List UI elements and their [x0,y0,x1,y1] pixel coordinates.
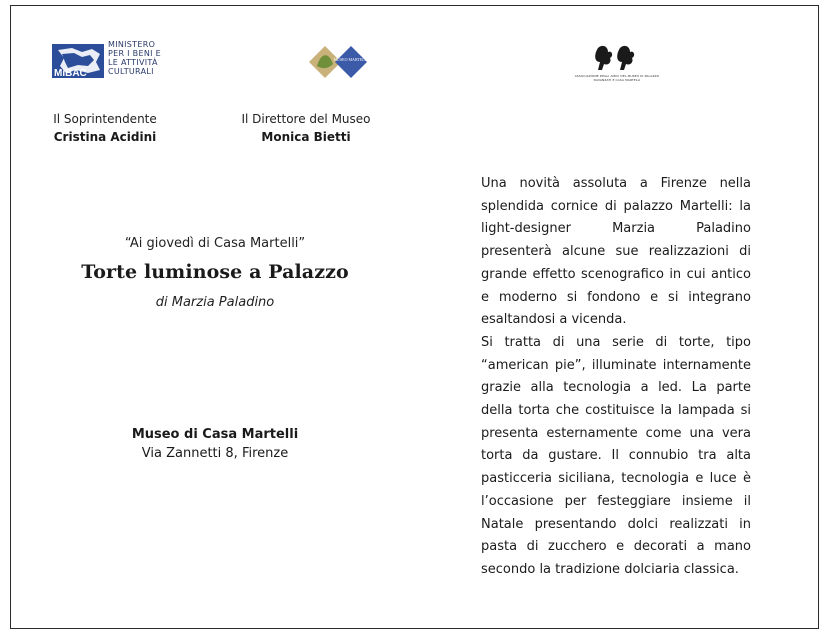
description-paragraph: Una novità assoluta a Firenze nella splendida cornice di palazzo Martelli: la light-designer Marzia Paladino presenterà alcune sue realizzazioni di grande effetto scenografico in cui antico e moderno si fondono e si integrano esaltandosi a vicenda. [481,176,751,328]
superintendent-name: Cristina Acidini [53,130,157,144]
venue-block [110,425,320,463]
event-series: “Ai giovedì di Casa Martelli” [124,236,306,251]
association-caption: ASSOCIAZIONE DEGLI AMICI DEL MUSEO DI PALAZZO DAVANZATI E CASA MARTELLI [574,74,660,82]
description-text [481,173,751,582]
event-author: di Marzia Paladino [155,295,275,310]
event-title: Torte luminose a Palazzo [81,261,349,283]
svg-text:MiBAC: MiBAC [54,68,87,79]
museum-logo [305,42,369,82]
director-role: Il Direttore del Museo [241,112,371,126]
venue-name: Museo di Casa Martelli [131,427,299,442]
association-logo [572,42,662,86]
event-block [60,230,370,310]
superintendent-block [40,110,170,146]
heraldic-lion-icon [572,42,662,72]
mibac-logo [52,40,162,82]
director-name: Monica Bietti [261,130,351,144]
svg-text:MUSEO MARTELLI: MUSEO MARTELLI [333,57,369,62]
mibac-emblem-icon [52,40,106,82]
venue-address: Via Zannetti 8, Firenze [141,446,289,461]
mibac-wordmark: MINISTERO PER I BENI E LE ATTIVITÀ CULTURALI [108,40,161,76]
superintendent-role: Il Soprintendente [53,112,157,126]
description-paragraph: Si tratta di una serie di torte, tipo “american pie”, illuminate internamente grazie alla tecnologia a led. La parte della torta che costituisce la lampada si presenta esternamente come una vera torta da gustare. Il connubio tra alta pasticceria siciliana, tecnologia e luce è l’occasione per festeggiare insieme il Natale presentando dolci realizzati in pasta di zucchero e decorati a mano secondo la tradizione dolciaria classica. [481,334,751,577]
director-block [236,110,376,146]
museum-emblem-icon [305,42,369,82]
